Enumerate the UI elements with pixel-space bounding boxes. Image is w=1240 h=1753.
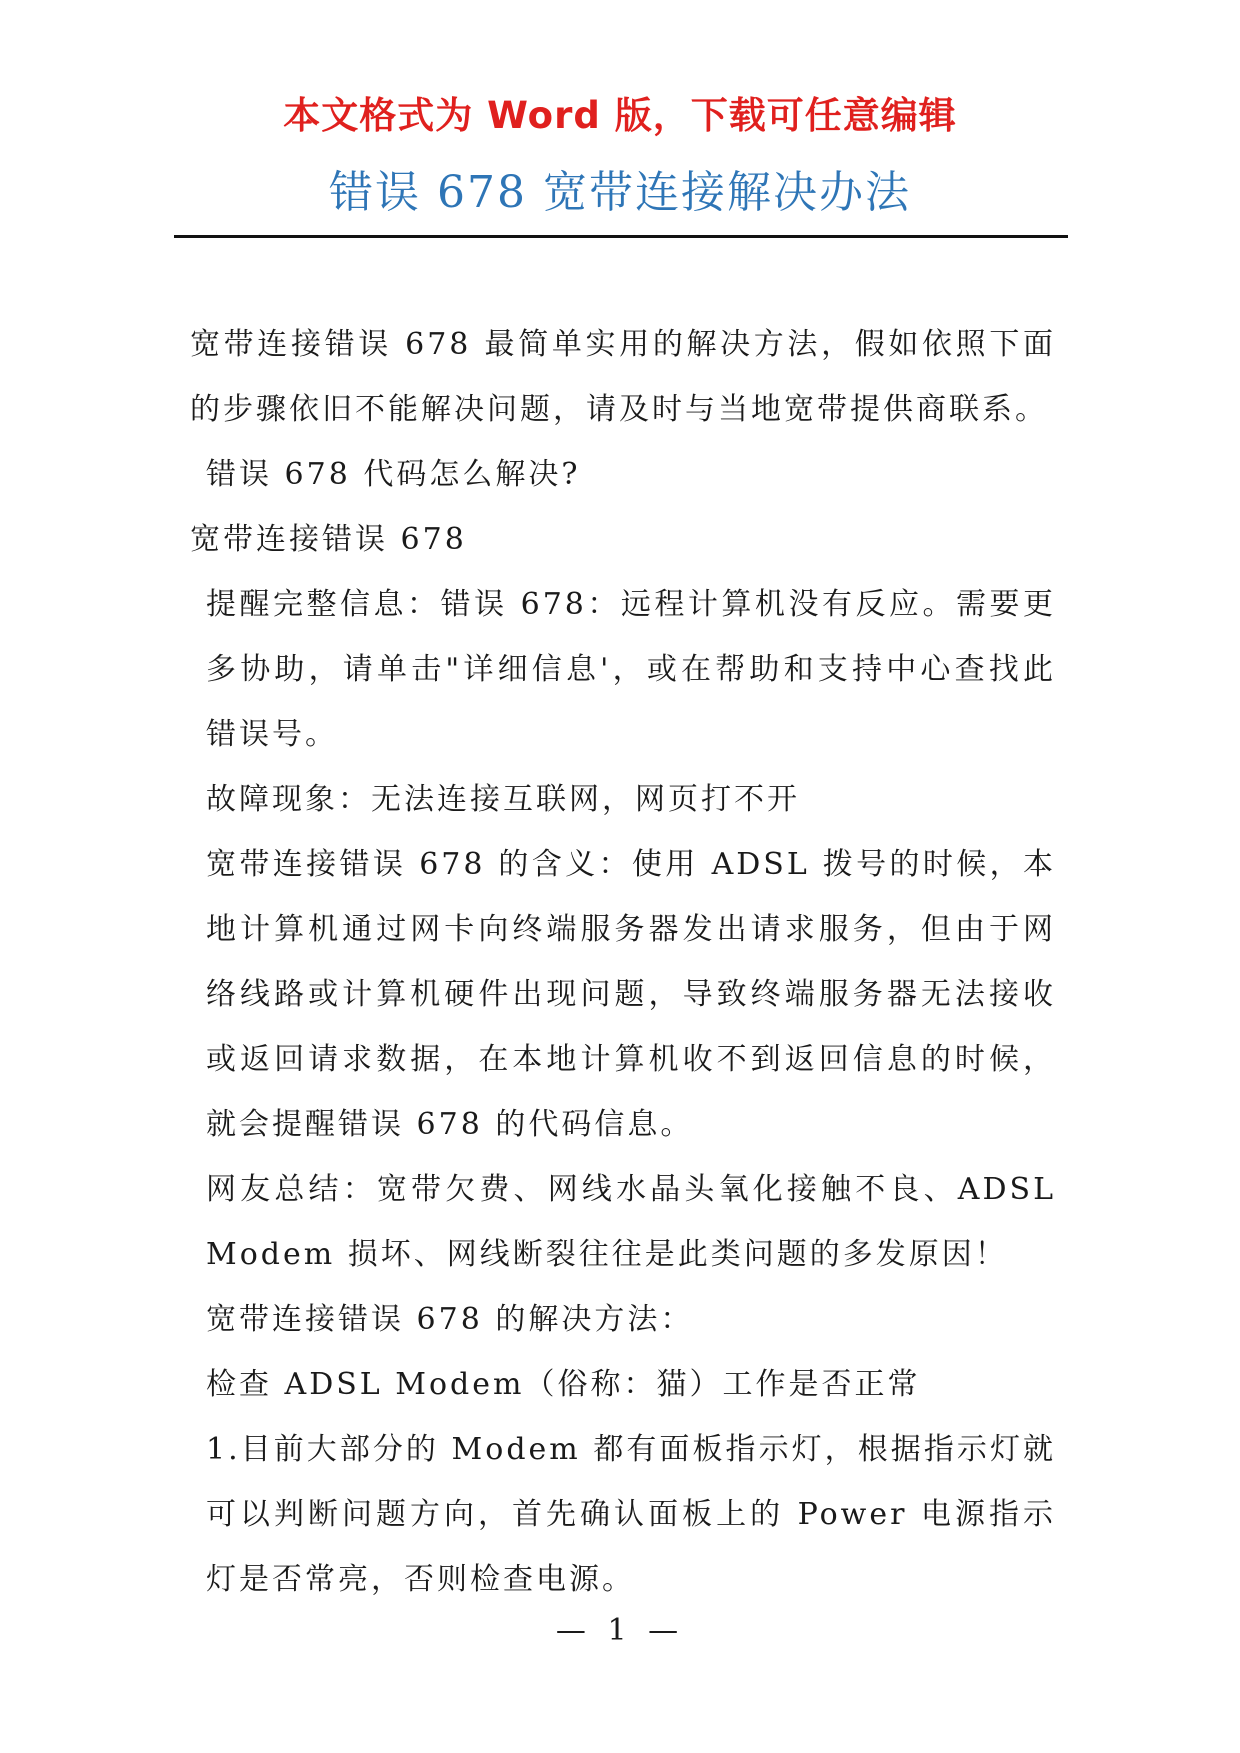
paragraph-meaning: 宽带连接错误 678 的含义：使用 ADSL 拨号的时候，本地计算机通过网卡向终端服务器发出请求服务，但由于网络线路或计算机硬件出现问题，导致终端服务器无法接收或返回请求数据，在本地计算机收不到返回信息的时候，就会提醒错误 678 的代码信息。: [206, 847, 1056, 1142]
format-notice-banner: 本文格式为 Word 版，下载可任意编辑: [283, 94, 957, 137]
page-number: — 1 —: [555, 1613, 685, 1648]
paragraph-solutions-heading: 宽带连接错误 678 的解决方法：: [206, 1302, 694, 1337]
paragraph-intro: 宽带连接错误 678 最简单实用的解决方法，假如依照下面的步骤依旧不能解决问题，请及时与当地宽带提供商联系。: [190, 327, 1056, 427]
paragraph-symptom: 故障现象：无法连接互联网，网页打不开: [206, 782, 800, 817]
paragraph-step-1: 1.目前大部分的 Modem 都有面板指示灯，根据指示灯就可以判断问题方向，首先确认面板上的 Power 电源指示灯是否常亮，否则检查电源。: [206, 1432, 1056, 1597]
paragraph-check-modem: 检查 ADSL Modem（俗称：猫）工作是否正常: [206, 1367, 921, 1402]
document-body: [190, 312, 1056, 1612]
paragraph-summary: 网友总结：宽带欠费、网线水晶头氧化接触不良、ADSL Modem 损坏、网线断裂往往是此类问题的多发原因！: [206, 1172, 1056, 1272]
paragraph-full-message: 提醒完整信息：错误 678：远程计算机没有反应。需要更多协助，请单击"详细信息'，或在帮助和支持中心查找此错误号。: [206, 587, 1056, 752]
paragraph-heading-error: 宽带连接错误 678: [190, 522, 467, 557]
title-divider: [174, 235, 1068, 238]
paragraph-question: 错误 678 代码怎么解决?: [206, 457, 581, 492]
document-title: 错误 678 宽带连接解决办法: [329, 167, 911, 218]
